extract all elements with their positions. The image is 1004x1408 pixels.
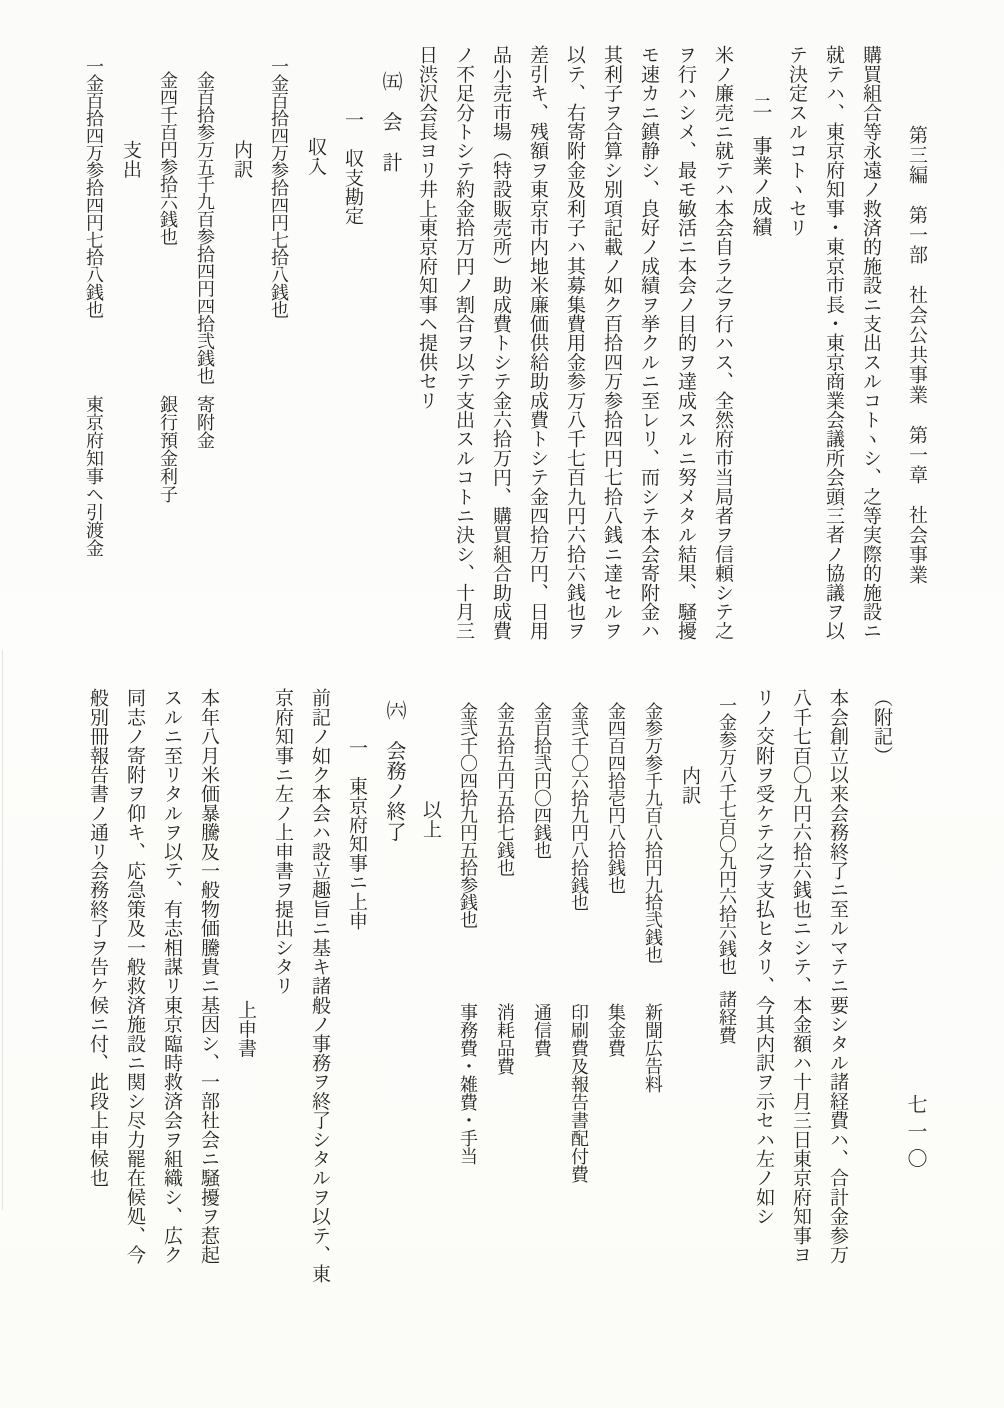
column-text: スルニ至リタルヲ以テ、有志相謀リ東京臨時救済会ヲ組織シ、広ク <box>161 688 182 1264</box>
text-column-subheading <box>338 688 375 1338</box>
text-column-body <box>190 688 227 1288</box>
text-column-amount <box>560 688 597 1302</box>
column-text: ㈤ 会 計 <box>379 71 401 172</box>
column-text: （附記） <box>871 688 892 765</box>
column-text: 般別冊報告書ノ通リ会務終了ヲ告ケ候ニ付、此段上申候也 <box>87 688 108 1188</box>
text-column-body <box>593 45 630 645</box>
column-text: 就テハ、東京府知事・東京市長・東京商業会議所会頭三者ノ協議ヲ以 <box>823 45 844 641</box>
column-text: 以テ、右寄附金及利子ハ其募集費用金参万八千七百九円六拾六銭也ヲ <box>564 45 585 641</box>
text-column-amount <box>449 688 486 1302</box>
account-label: 消耗品費 <box>495 1003 515 1075</box>
column-text: 一 収支勘定 <box>342 110 363 226</box>
column-text: 金五拾五円五拾七銭也 <box>495 702 515 877</box>
text-column-subheading <box>227 688 264 1408</box>
text-column-amount <box>186 45 223 671</box>
column-text: 品小売市場（特設販売所）助成費トシテ金六拾万円、購買組合助成費 <box>490 45 511 641</box>
column-text: 一金百拾四万参拾四円七拾八銭也 <box>269 57 289 319</box>
scan-edge-artifact <box>2 650 3 1210</box>
column-text: 京府知事ニ左ノ上申書ヲ提出シタリ <box>272 688 293 996</box>
column-text: 第三編 第一部 社会公共事業 第一章 社会事業 <box>906 125 927 585</box>
bottom-text-block <box>79 688 900 1288</box>
text-column-subheading <box>671 688 708 1366</box>
column-text: 本会創立以来会務終了ニ至ルマテニ要シタル諸経費ハ、合計金参万 <box>827 688 848 1264</box>
account-label: 通信費 <box>532 1003 552 1057</box>
text-column-body <box>153 688 190 1288</box>
column-text: 支出 <box>120 140 141 179</box>
column-text: 購買組合等永遠ノ救済的施設ニ支出スルコトヽシ、之等実際的施設ニ <box>860 45 881 641</box>
column-text: 上申書 <box>235 1000 256 1058</box>
text-column-heading <box>375 688 412 1300</box>
column-text: 金四千百円参拾六銭也 <box>158 71 178 246</box>
column-text: 二 事業ノ成績 <box>749 95 771 237</box>
text-column-body <box>745 688 782 1288</box>
text-column-body <box>264 688 301 1288</box>
top-text-block <box>75 45 935 645</box>
text-column-subheading <box>112 45 149 740</box>
column-text: モ速カニ鎮静シ、良好ノ成績ヲ挙クルニ至レリ、而シテ本会寄附金ハ <box>638 45 659 641</box>
text-column-subheading <box>297 45 334 737</box>
text-column-body <box>819 688 856 1288</box>
text-column-subheading <box>412 688 449 1400</box>
text-column-body <box>408 45 445 645</box>
text-column-body <box>667 45 704 645</box>
column-text: 内訳 <box>679 766 700 805</box>
account-label: 寄附金 <box>195 395 215 449</box>
text-column-body <box>301 688 338 1288</box>
account-label: 事務費・雑費・手当 <box>458 1003 478 1165</box>
text-column-body <box>630 45 667 645</box>
text-column-body <box>445 45 482 645</box>
text-column-amount <box>260 45 297 657</box>
text-column-amount <box>634 688 671 1302</box>
column-text: ㈥ 会務ノ終了 <box>383 700 405 842</box>
account-label: 東京府知事ヘ引渡金 <box>84 395 104 557</box>
column-text: 其利子ヲ合算シ別項記載ノ如ク百拾四万参拾四円七拾八銭ニ達セルヲ <box>601 45 622 641</box>
text-column-body <box>79 688 116 1288</box>
text-column-body <box>519 45 556 645</box>
text-column-amount <box>486 688 523 1302</box>
text-column-body <box>852 45 889 645</box>
column-text: 一金百拾四万参拾四円七拾八銭也 <box>84 57 104 319</box>
text-column-amount <box>523 688 560 1302</box>
column-text: 以上 <box>420 800 441 839</box>
text-column-body <box>704 45 741 645</box>
text-column-body <box>556 45 593 645</box>
text-column-subheading <box>334 45 371 710</box>
text-column-intro <box>856 688 900 1288</box>
text-column-body <box>778 45 815 645</box>
column-text: 米ノ廉売ニ就テハ本会自ラ之ヲ行ハス、全然府市当局者ヲ信頼シテ之 <box>712 45 733 641</box>
column-text: 金百拾弐円〇四銭也 <box>532 702 552 859</box>
text-column-amount <box>75 45 112 657</box>
column-text: テ決定スルコトヽセリ <box>786 45 807 237</box>
column-text: ヲ行ハシメ、最モ敏活ニ本会ノ目的ヲ達成スルニ努メタル結果、騒擾 <box>675 45 696 641</box>
column-text: 一 東京府知事ニ上申 <box>346 738 367 930</box>
column-text: 日渋沢会長ヨリ井上東京府知事ヘ提供セリ <box>416 45 437 410</box>
column-text: 金百拾参万五千九百参拾四円四拾弐銭也 <box>195 71 215 385</box>
column-text: 差引キ、残額ヲ東京市内地米廉価供給助成費トシテ金四拾万円、日用 <box>527 45 548 641</box>
text-column-body <box>116 688 153 1288</box>
column-text: 金四百四拾壱円八拾銭也 <box>606 702 626 894</box>
text-column-subheading <box>223 45 260 740</box>
page-number: 七一〇 <box>904 1094 926 1175</box>
account-label: 新聞広告料 <box>643 1003 663 1093</box>
text-column-amount <box>708 688 745 1296</box>
text-column-heading <box>741 45 778 695</box>
text-column-running-head <box>889 45 935 725</box>
column-text: 金弐千〇六拾九円八拾銭也 <box>569 702 589 911</box>
column-text: 同志ノ寄附ヲ仰キ、応急策及一般救済施設ニ関シ尽力罷在候処、今 <box>124 688 145 1264</box>
column-text: リノ交附ヲ受ケテ之ヲ支払ヒタリ、今其内訳ヲ示セハ左ノ如シ <box>753 688 774 1226</box>
text-column-amount <box>149 45 186 671</box>
column-text: 収入 <box>305 137 326 176</box>
text-column-heading <box>371 45 408 671</box>
account-label: 集金費 <box>606 1003 626 1057</box>
column-text: 内訳 <box>231 140 252 179</box>
text-column-body <box>482 45 519 645</box>
column-text: 金参万参千九百八拾円九拾弐銭也 <box>643 702 663 964</box>
column-text: ノ不足分トシテ約金拾万円ノ割合ヲ以テ支出スルコトニ決シ、十月三 <box>453 45 474 641</box>
account-label: 銀行預金利子 <box>158 395 178 503</box>
text-column-body <box>782 688 819 1288</box>
column-text: 金弐千〇四拾九円五拾参銭也 <box>458 702 478 929</box>
text-column-body <box>815 45 852 645</box>
account-label: 印刷費及報告書配付費 <box>569 1003 589 1183</box>
account-label: 諸経費 <box>717 990 737 1044</box>
column-text: 八千七百〇九円六拾六銭也ニシテ、本金額ハ十月三日東京府知事ヨ <box>790 688 811 1264</box>
column-text: 本年八月米価暴騰及一般物価騰貴ニ基因シ、一部社会ニ騒擾ヲ惹起 <box>198 688 219 1264</box>
column-text: 前記ノ如ク本会ハ設立趣旨ニ基キ諸般ノ事務ヲ終了シタルヲ以テ、東 <box>309 688 330 1284</box>
column-text: 一金参万八千七百〇九円六拾六銭也 <box>717 696 737 975</box>
text-column-amount <box>597 688 634 1302</box>
